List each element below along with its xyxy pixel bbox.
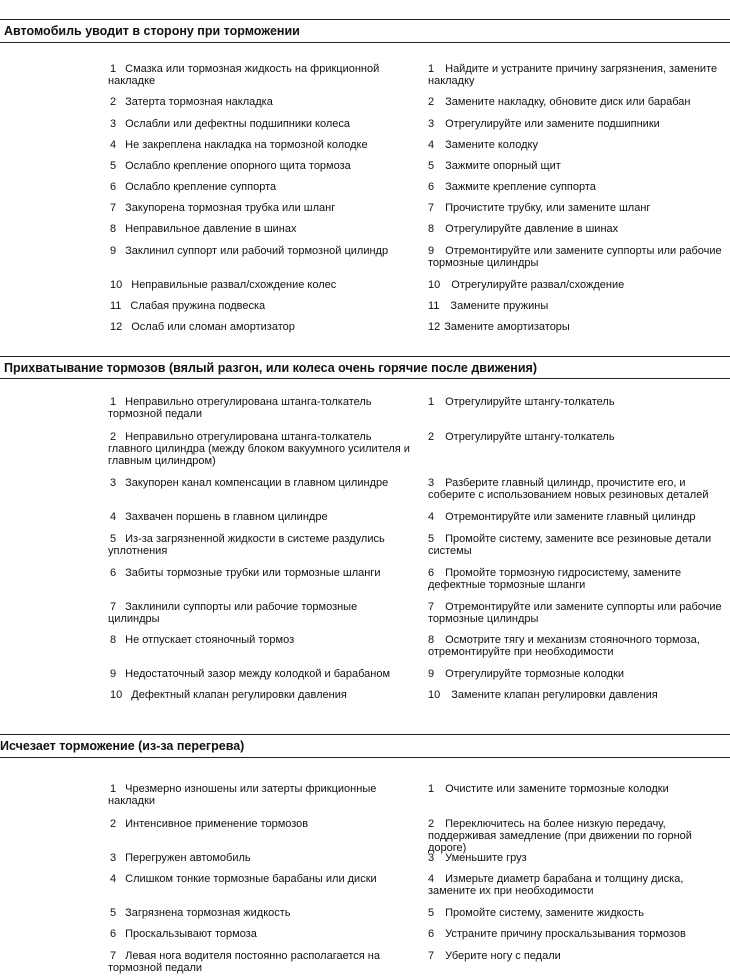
row-number: 7 [110,601,117,613]
row-number: 6 [110,181,117,193]
fix-text: Отрегулируйте развал/схождение [451,279,625,291]
row-number: 4 [110,139,117,151]
row-number: 10 [110,279,123,291]
fix-number: 2 [428,96,435,108]
cause-text: Ослабло крепление опорного щита тормоза [125,160,351,172]
fix-text: Замените накладку, обновите диск или барабан [445,96,691,108]
section-title: Автомобиль уводит в сторону при торможении [4,24,300,38]
fix-number: 7 [428,601,435,613]
section-title: Исчезает торможение (из-за перегрева) [0,739,245,753]
row-number: 7 [110,950,117,962]
fix-text: Отрегулируйте штангу-толкатель [445,396,615,408]
fix-number: 8 [428,223,435,235]
fix-text: Замените амортизаторы [444,321,570,333]
row-number: 9 [110,668,117,680]
cause-text: Захвачен поршень в главном цилиндре [125,511,328,523]
cause-text: Слабая пружина подвеска [130,300,266,312]
row-number: 1 [110,783,117,795]
cause-text: Слишком тонкие тормозные барабаны или диски [125,873,377,885]
fix-text: Переключитесь на более низкую передачу, поддерживая замедление (при движении по горной дороге) [428,818,692,854]
fix-text: Замените клапан регулировки давления [451,689,658,701]
row-number: 4 [110,511,117,523]
fix-text: Разберите главный цилиндр, прочистите его, и соберите с использованием новых резиновых деталей [428,477,709,501]
row-number: 7 [110,202,117,214]
row-number: 9 [110,245,117,257]
cause-text: Закупорен канал компенсации в главном цилиндре [125,477,389,489]
cause-text: Неправильно отрегулирована штанга-толкатель тормозной педали [108,396,372,420]
cause-text: Интенсивное применение тормозов [125,818,309,830]
fix-number: 8 [428,634,435,646]
row-number: 2 [110,818,117,830]
fix-text: Отрегулируйте давление в шинах [445,223,619,235]
cause-text: Чрезмерно изношены или затерты фрикционные накладки [108,783,377,807]
fix-text: Отремонтируйте или замените суппорты или рабочие тормозные цилиндры [428,601,722,625]
row-number: 1 [110,396,117,408]
cause-text: Смазка или тормозная жидкость на фрикционной накладке [108,63,380,87]
row-number: 5 [110,160,117,172]
cause-text: Не отпускает стояночный тормоз [125,634,295,646]
fix-number: 10 [428,689,441,701]
row-number: 12 [110,321,123,333]
fix-number: 5 [428,907,435,919]
cause-text: Заклинили суппорты или рабочие тормозные цилиндры [108,601,358,625]
fix-text: Осмотрите тягу и механизм стояночного тормоза, отремонтируйте при необходимости [428,634,700,658]
section-rule [0,734,730,735]
fix-text: Промойте тормозную гидросистему, замените дефектные тормозные шланги [428,567,682,591]
fix-text: Отрегулируйте штангу-толкатель [445,431,615,443]
row-number: 3 [110,118,117,130]
fix-number: 3 [428,118,435,130]
cause-text: Левая нога водителя постоянно располагается на тормозной педали [108,950,380,974]
section-title: Прихватывание тормозов (вялый разгон, или колеса очень горячие после движения) [4,361,537,375]
fix-number: 10 [428,279,441,291]
cause-text: Неправильные развал/схождение колес [131,279,337,291]
row-number: 3 [110,852,117,864]
cause-text: Неправильно отрегулирована штанга-толкатель главного цилиндра (между блоком вакуумного усилителя и главным цилиндром) [108,431,410,467]
fix-text: Отрегулируйте или замените подшипники [445,118,660,130]
fix-number: 11 [428,300,440,312]
cause-text: Заклинил суппорт или рабочий тормозной цилиндр [125,245,389,257]
fix-text: Отрегулируйте тормозные колодки [445,668,625,680]
cause-text: Ослабло крепление суппорта [125,181,277,193]
section-rule [0,757,730,758]
fix-number: 4 [428,511,435,523]
section-rule [0,378,730,379]
cause-text: Забиты тормозные трубки или тормозные шланги [125,567,381,579]
fix-text: Зажмите опорный щит [445,160,561,172]
fix-text: Уберите ногу с педали [445,950,561,962]
fix-number: 1 [428,396,435,408]
fix-number: 7 [428,950,435,962]
fix-number: 6 [428,181,435,193]
fix-text: Очистите или замените тормозные колодки [445,783,669,795]
fix-text: Промойте систему, замените жидкость [445,907,644,919]
cause-text: Не закреплена накладка на тормозной колодке [125,139,368,151]
row-number: 8 [110,634,117,646]
fix-number: 4 [428,139,435,151]
cause-text: Проскальзывают тормоза [125,928,257,940]
row-number: 8 [110,223,117,235]
row-number: 6 [110,567,117,579]
fix-text: Промойте систему, замените все резиновые детали системы [428,533,712,557]
fix-text: Замените колодку [445,139,538,151]
row-number: 10 [110,689,123,701]
row-number: 2 [110,431,117,443]
fix-number: 12 [428,321,441,333]
fix-number: 1 [428,63,435,75]
row-number: 5 [110,907,117,919]
cause-text: Затерта тормозная накладка [125,96,273,108]
cause-text: Ослабли или дефектны подшипники колеса [125,118,350,130]
cause-text: Дефектный клапан регулировки давления [131,689,347,701]
fix-number: 9 [428,245,435,257]
section-rule [0,19,730,20]
fix-text: Отремонтируйте или замените суппорты или рабочие тормозные цилиндры [428,245,722,269]
fix-number: 2 [428,431,435,443]
section-rule [0,42,730,43]
fix-number: 7 [428,202,435,214]
fix-text: Найдите и устраните причину загрязнения, замените накладку [428,63,718,87]
fix-number: 1 [428,783,435,795]
row-number: 11 [110,300,122,312]
section-rule [0,356,730,357]
fix-number: 6 [428,567,435,579]
fix-text: Уменьшите груз [445,852,527,864]
fix-number: 3 [428,852,435,864]
cause-text: Ослаб или сломан амортизатор [131,321,295,333]
cause-text: Недостаточный зазор между колодкой и барабаном [125,668,391,680]
fix-number: 5 [428,160,435,172]
row-number: 1 [110,63,117,75]
cause-text: Загрязнена тормозная жидкость [125,907,291,919]
fix-number: 9 [428,668,435,680]
fix-text: Прочистите трубку, или замените шланг [445,202,651,214]
row-number: 2 [110,96,117,108]
cause-text: Закупорена тормозная трубка или шланг [125,202,336,214]
fix-number: 6 [428,928,435,940]
fix-text: Устраните причину проскальзывания тормозов [445,928,686,940]
fix-number: 5 [428,533,435,545]
row-number: 4 [110,873,117,885]
fix-text: Зажмите крепление суппорта [445,181,596,193]
row-number: 6 [110,928,117,940]
fix-text: Измерьте диаметр барабана и толщину диска, замените их при необходимости [428,873,684,897]
fix-number: 4 [428,873,435,885]
cause-text: Неправильное давление в шинах [125,223,297,235]
cause-text: Из-за загрязненной жидкости в системе раздулись уплотнения [108,533,385,557]
cause-text: Перегружен автомобиль [125,852,251,864]
fix-text: Замените пружины [450,300,549,312]
fix-number: 2 [428,818,435,830]
fix-number: 3 [428,477,435,489]
row-number: 5 [110,533,117,545]
fix-text: Отремонтируйте или замените главный цилиндр [445,511,696,523]
row-number: 3 [110,477,117,489]
